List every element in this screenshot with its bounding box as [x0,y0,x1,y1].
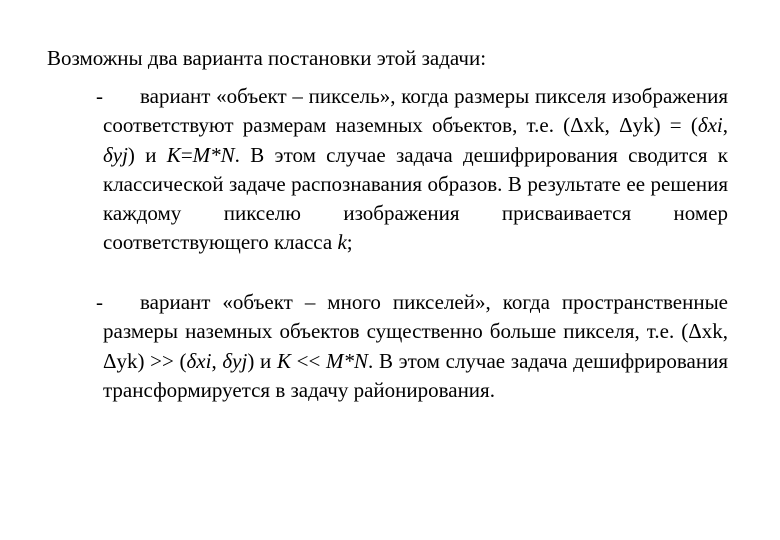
math-term: k [337,230,347,255]
math-term: K [276,348,291,373]
math-term: δyj [103,142,128,167]
math-term: M*N [326,348,369,373]
list-bullet: - [96,84,103,108]
math-term: δyj [222,348,248,373]
list-bullet: - [96,290,103,314]
intro-text: Возможны два варианта постановки этой задачи: [47,46,487,70]
item-text: ; [346,230,353,255]
item-text: , [211,348,223,373]
item-text: вариант «объект – много пикселей», когда пространственные размеры наземных объектов существенно больше пикселя, т.е. (Δxk, Δyk) >> ( [103,290,728,373]
item-text: . В этом случае задача дешифрирования сводится к классической задаче распознавания образов. В результате ее решения каждому пикселю изображения присваивается номер соответствующего класса [103,142,728,255]
item-text: << [290,348,327,373]
item-text: ) и [247,348,277,373]
math-term: δxi [697,113,723,138]
item-text: вариант «объект – пиксель», когда размеры пикселя изображения соответствуют размерам наземных объектов, т.е. (Δxk, Δyk) = ( [103,84,728,138]
item-text: ) и [127,142,167,167]
math-term: M*N [192,142,235,167]
item-text: = [180,142,193,167]
list-item-object-many-pixels [96,288,729,405]
list-item-object-pixel [96,82,728,258]
math-term: K [166,142,181,167]
item-text: . В этом случае задача дешифрирования трансформируется в задачу районирования. [103,348,729,402]
math-term: δxi [186,348,212,373]
item-text: , [722,113,728,138]
